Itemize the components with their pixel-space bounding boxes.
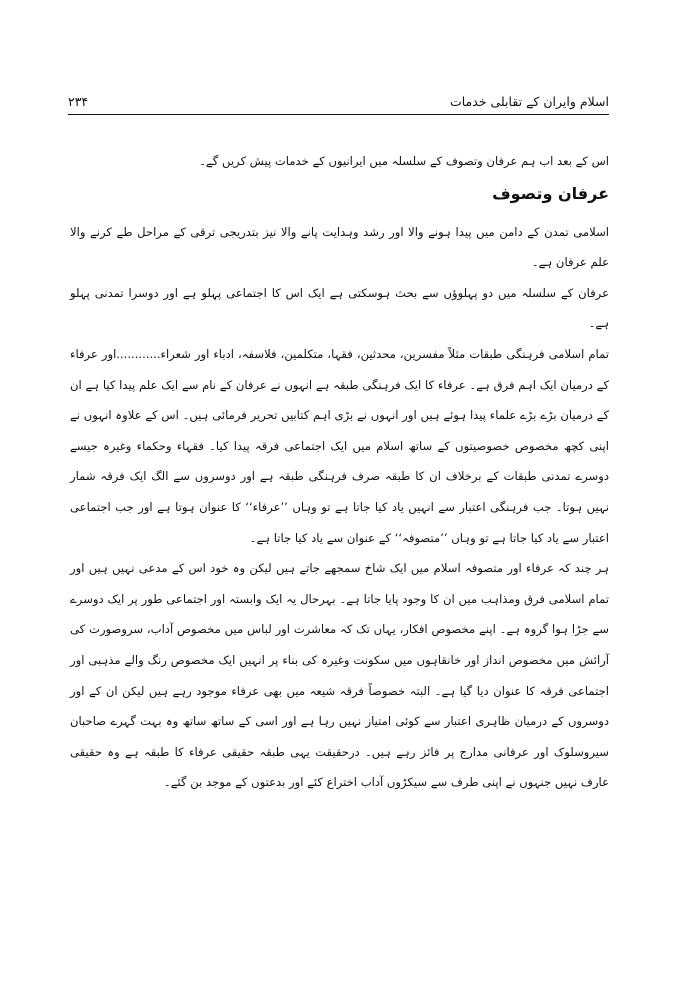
body-paragraph: ہر چند کہ عرفاء اور متصوفہ اسلام میں ایک شاخ سمجھے جاتے ہیں لیکن وہ خود اس کے مدعی نہیں ہیں اور تمام اسلامی فرق ومذاہب میں ان کا وجود پایا جاتا ہے۔ بہرحال یہ ایک وابستہ اور اجتماعی طور پر ایک دوسرے سے جڑا ہوا گروہ ہے۔ اپنے مخصوص افکار، یہاں تک کہ معاشرت اور لباس میں مخصوص آداب، سروصورت کی آرائش میں مخصوص انداز اور خانقاہوں میں سکونت وغیرہ کی بناء پر انہیں ایک مخصوص رنگ والے مذہبی اور اجتماعی فرقہ کا عنوان دیا گیا ہے۔ البتہ خصوصاً فرقہ شیعہ میں بھی عرفاء موجود رہے ہیں لیکن ان کے اور دوسروں کے درمیان ظاہری اعتبار سے کوئی امتیاز نہیں رہا ہے اور اسی کے ساتھ ساتھ وہ بہت گہرے صاحبان سیروسلوک اور عرفانی مدارج پر فائز رہے ہیں۔ درحقیقت یہی طبقہ حقیقی عرفاء کا طبقہ ہے وہ حقیقی عارف نہیں جنہوں نے اپنی طرف سے سیکڑوں آداب اختراع کئے اور بدعتوں کے موجد بن گئے۔ xyxy=(70,561,609,790)
running-title: اسلام وایران کے تقابلی خدمات xyxy=(449,94,609,109)
page-number: ۲۳۴ xyxy=(68,94,89,109)
page-body xyxy=(70,146,609,798)
running-header xyxy=(68,92,609,115)
body-paragraph: عرفان کے سلسلہ میں دو پہلوؤں سے بحث ہوسکتی ہے ایک اس کا اجتماعی پہلو ہے اور دوسرا تمدنی پہلو ہے۔ xyxy=(70,285,609,331)
body-paragraph: تمام اسلامی فرہنگی طبقات مثلاً مفسرین، محدثین، فقہا، متکلمین، فلاسفہ، ادباء اور شعراء............اور عرفاء کے درمیان ایک اہم فرق ہے۔ عرفاء کا ایک فرہنگی طبقہ ہے انہوں نے عرفان کے نام سے ایک علم پیدا کیا ہے ان کے درمیان بڑے بڑے علماء پیدا ہوئے ہیں اور انہوں نے بڑی اہم کتابیں تحریر فرمائی ہیں۔ اس کے علاوہ انہوں نے اپنی کچھ مخصوص خصوصیتوں کے ساتھ اسلام میں ایک اجتماعی فرقہ پیدا کیا۔ فقہاء وحکماء وغیرہ جیسے دوسرے تمدنی طبقات کے برخلاف ان کا طبقہ صرف فرہنگی طبقہ ہے اور دوسروں سے الگ ایک فرقہ شمار نہیں ہوتا۔ جب فرہنگی اعتبار سے انہیں یاد کیا جاتا ہے تو وہاں ’’عرفاء‘‘ کا عنوان ہوتا ہے اور جب اجتماعی اعتبار سے یاد کیا جاتا ہے تو وہاں ’’متصوفہ‘‘ کے عنوان سے یاد کیا جاتا ہے۔ xyxy=(70,346,609,545)
intro-paragraph: اس کے بعد اب ہم عرفان وتصوف کے سلسلہ میں ایرانیوں کے خدمات پیش کریں گے۔ xyxy=(199,154,609,168)
body-paragraph: اسلامی تمدن کے دامن میں پیدا ہونے والا اور رشد وہدایت پانے والا نیز بتدریجی ترقی کے مراحل طے کرنے والا علم عرفان ہے۔ xyxy=(70,224,609,270)
section-heading: عرفان وتصوف xyxy=(492,183,609,203)
